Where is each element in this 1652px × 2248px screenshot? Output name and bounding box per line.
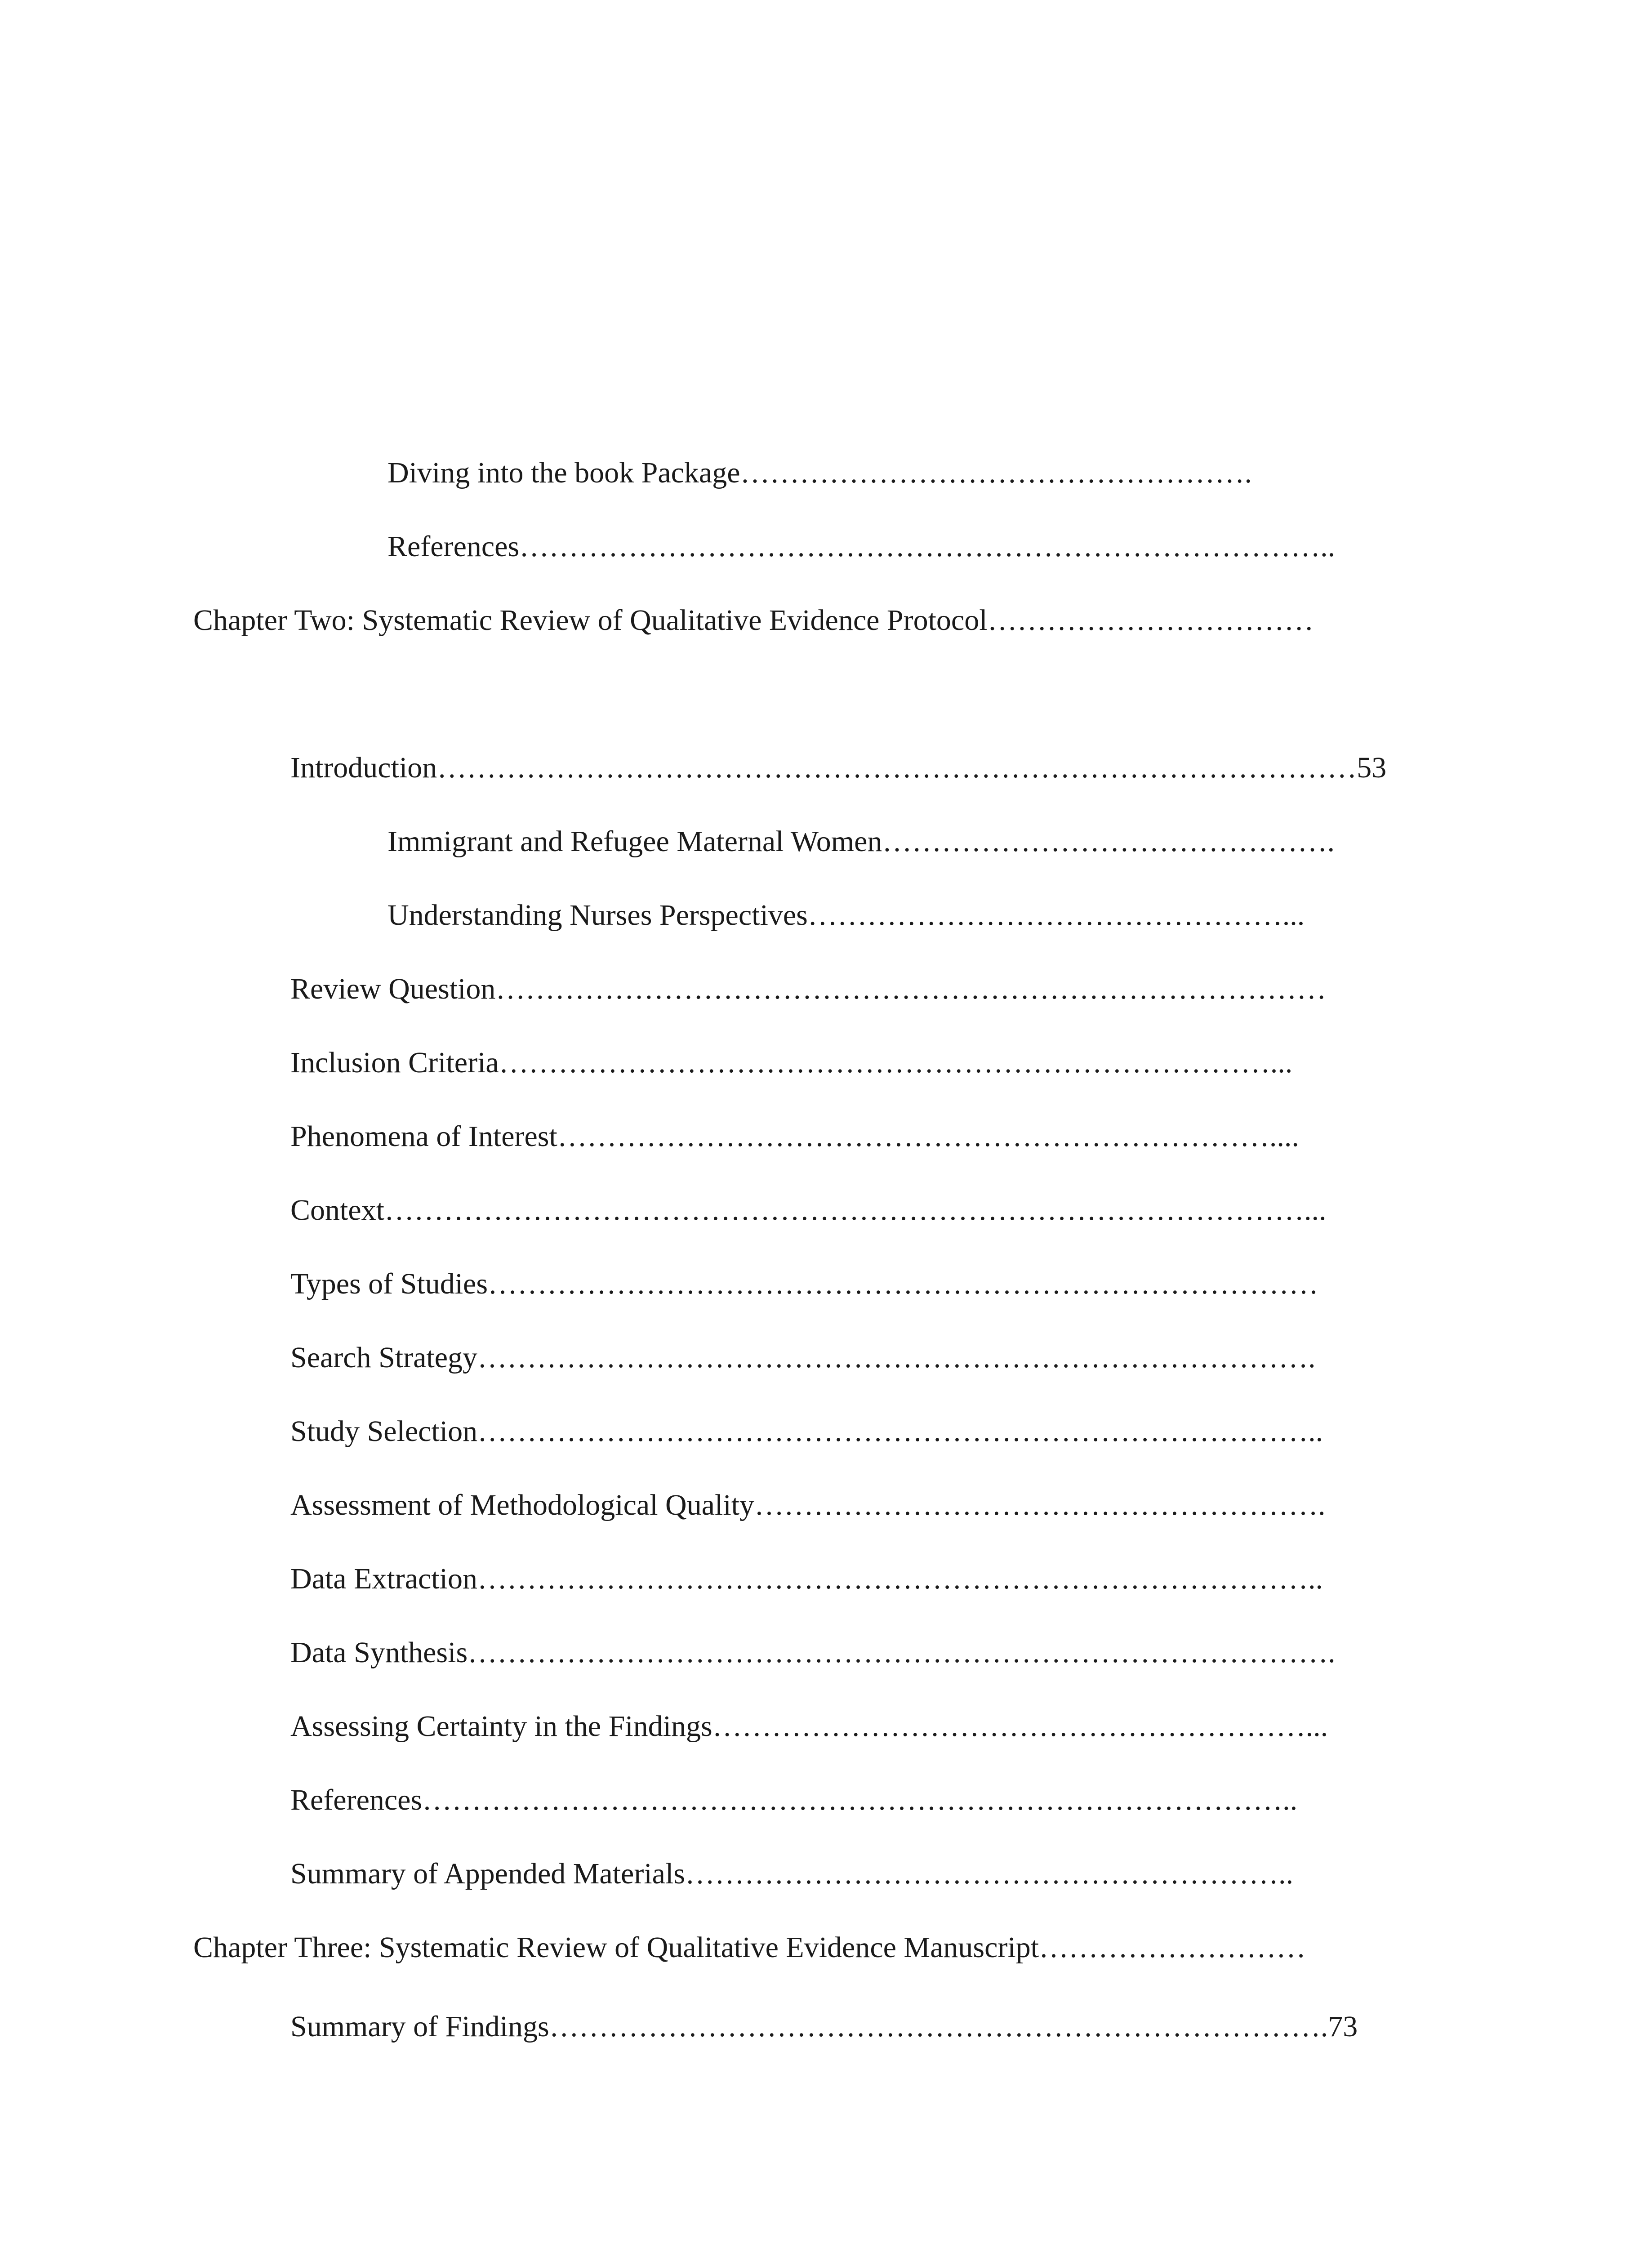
toc-entry	[290, 1856, 1293, 1892]
toc-entry	[290, 1045, 1292, 1081]
toc-entry-title: References	[387, 530, 520, 563]
toc-entry-leader: …………………………………………………………………………..	[477, 1415, 1323, 1448]
toc-entry	[290, 1414, 1323, 1450]
toc-entry-leader: ………………………………………………………………....	[557, 1120, 1299, 1153]
toc-entry-title: Immigrant and Refugee Maternal Women	[387, 825, 882, 858]
toc-entry-title: Phenomena of Interest	[290, 1120, 557, 1153]
toc-entry-title: Assessment of Methodological Quality	[290, 1489, 755, 1521]
toc-entry	[387, 897, 1305, 933]
toc-entry-title: Study Selection	[290, 1415, 478, 1448]
toc-entry-leader: ……………………………………………………...	[712, 1710, 1328, 1743]
toc-entry-title: Inclusion Criteria	[290, 1046, 499, 1079]
toc-entry-title: Review Question	[290, 972, 496, 1005]
toc-entry-leader: ……………………………………………………..	[685, 1857, 1293, 1890]
toc-entry-title: Summary of Findings	[290, 2010, 549, 2043]
toc-entry-title: Diving into the book Package	[387, 456, 740, 489]
toc-entry-title: Chapter Two: Systematic Review of Qualitative Evidence Protocol	[193, 604, 988, 637]
toc-entry-title: Summary of Appended Materials	[290, 1857, 685, 1890]
toc-entry	[290, 1708, 1328, 1744]
toc-entry-leader: ……………………………	[987, 604, 1314, 637]
toc-entry-leader: …………………………………………………………………………………	[437, 751, 1357, 784]
toc-entry	[290, 1635, 1336, 1671]
toc-entry-leader: …………………………………………………………………………..	[477, 1562, 1323, 1595]
toc-entry-title: Chapter Three: Systematic Review of Qualitative Evidence Manuscript	[193, 1931, 1039, 1964]
toc-entry	[290, 2009, 1358, 2045]
toc-entry-leader: …………………………………………………………………….	[549, 2010, 1328, 2043]
toc-entry-leader: …………………………………………………………………………….	[468, 1636, 1336, 1669]
toc-entry	[387, 455, 1252, 491]
toc-entry-title: Data Synthesis	[290, 1636, 468, 1669]
toc-entry	[387, 824, 1335, 860]
toc-entry-leader: ……………………………………………………………………………..	[422, 1784, 1298, 1816]
toc-entry-leader: ………………………………………………….	[754, 1489, 1326, 1521]
toc-entry	[290, 750, 1386, 786]
toc-entry-page: 73	[1328, 2010, 1358, 2043]
toc-entry-title: References	[290, 1784, 423, 1816]
toc-entry-leader: …………………………………………………………………………	[488, 1267, 1319, 1300]
toc-entry	[290, 1487, 1326, 1523]
toc-chapter-heading	[193, 1930, 1306, 1966]
toc-entry-leader: ……………………………………….	[882, 825, 1335, 858]
toc-entry-title: Types of Studies	[290, 1267, 488, 1300]
toc-entry	[290, 1266, 1318, 1302]
toc-entry-title: Understanding Nurses Perspectives	[387, 899, 808, 932]
toc-entry-leader: ………………………………………………………………………..	[519, 530, 1336, 563]
toc-entry-leader: …………………………………………………………………………	[495, 972, 1327, 1005]
toc-entry	[290, 1119, 1299, 1155]
toc-entry	[290, 1782, 1297, 1818]
toc-entry-title: Assessing Certainty in the Findings	[290, 1710, 712, 1743]
toc-entry-leader: ………………………	[1039, 1931, 1306, 1964]
toc-entry	[290, 1340, 1316, 1376]
toc-entry	[290, 1561, 1323, 1597]
toc-entry	[387, 529, 1335, 565]
toc-entry-leader: …………………………………………………………………………………...	[384, 1194, 1327, 1227]
toc-entry-title: Search Strategy	[290, 1341, 478, 1374]
toc-entry	[290, 1192, 1327, 1228]
toc-entry-leader: …………………………………………...	[807, 899, 1305, 932]
toc-entry-title: Introduction	[290, 751, 437, 784]
toc-entry	[290, 971, 1326, 1007]
toc-entry-leader: ………………………………………………………………………….	[477, 1341, 1316, 1374]
toc-entry-page: 53	[1357, 751, 1387, 784]
toc-entry-title: Context	[290, 1194, 384, 1227]
toc-entry-leader: ……………………………………………………………………...	[499, 1046, 1293, 1079]
toc-entry-leader: …………………………………………….	[740, 456, 1252, 489]
toc-chapter-heading	[193, 602, 1314, 638]
toc-entry-title: Data Extraction	[290, 1562, 477, 1595]
